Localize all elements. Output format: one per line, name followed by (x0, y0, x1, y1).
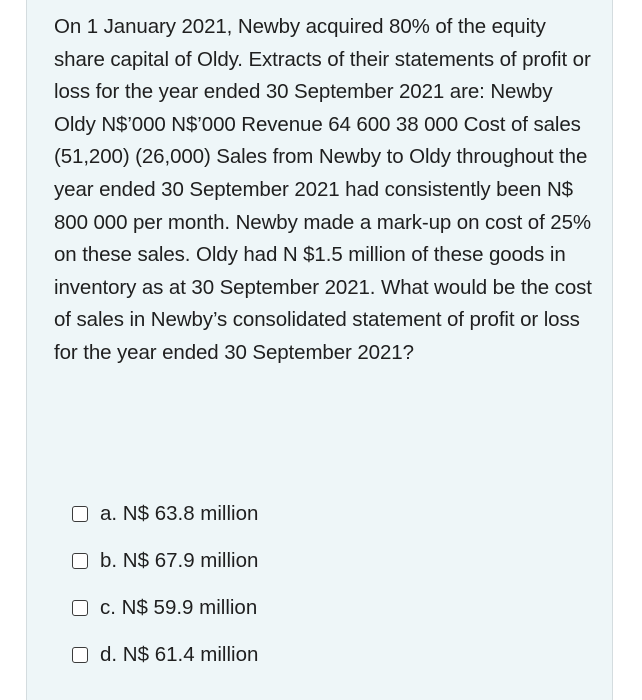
option-a-checkbox[interactable] (72, 506, 88, 522)
option-a[interactable] (72, 490, 258, 537)
option-d-checkbox[interactable] (72, 647, 88, 663)
answer-options (72, 490, 258, 678)
option-b-label: b. N$ 67.9 million (100, 548, 259, 572)
option-b-checkbox[interactable] (72, 553, 88, 569)
option-b[interactable] (72, 537, 258, 584)
option-c-checkbox[interactable] (72, 600, 88, 616)
option-d[interactable] (72, 631, 258, 678)
option-d-label: d. N$ 61.4 million (100, 642, 259, 666)
option-c-label: c. N$ 59.9 million (100, 595, 258, 619)
question-text: On 1 January 2021, Newby acquired 80% of the equity share capital of Oldy. Extracts of their statements of profit or loss for the year ended 30 September 2021 are: Newby Oldy N$’000 N$’000 Revenue 64 600 38 000 Cost of sales (51,200) (26,000) Sales from Newby to Oldy throughout the year ended 30 September 2021 had consistently been N$ 800 000 per month. Newby made a mark-up on cost of 25% on these sales. Oldy had N $1.5 million of these goods in inventory as at 30 September 2021. What would be the cost of sales in Newby’s consolidated statement of profit or loss for the year ended 30 September 2021? (54, 15, 592, 364)
option-c[interactable] (72, 584, 258, 631)
option-a-label: a. N$ 63.8 million (100, 501, 259, 525)
